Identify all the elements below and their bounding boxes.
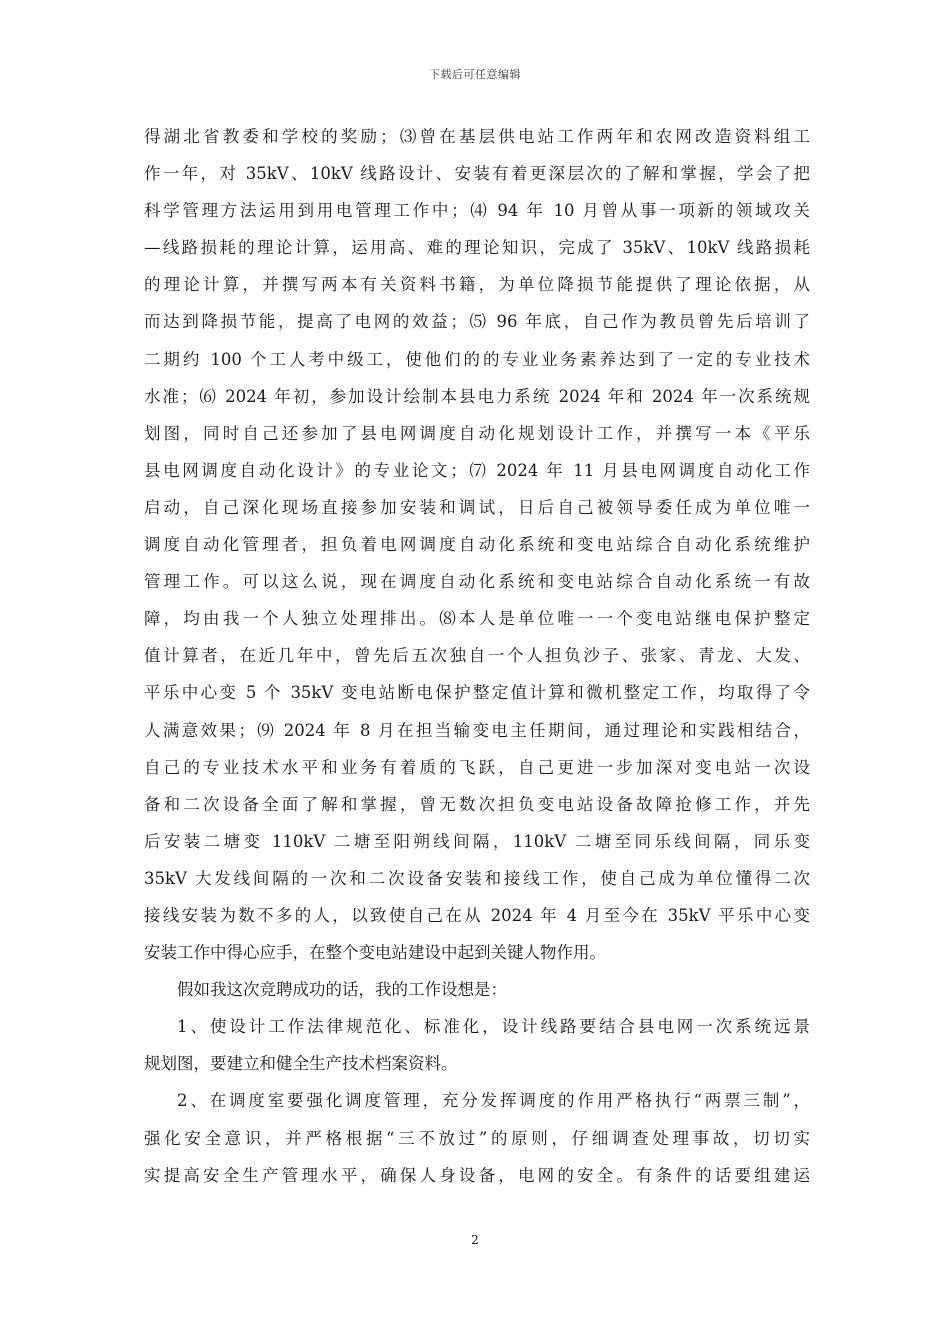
text-line: 作一年，对 35kV、10kV 线路设计、安装有着更深层次的了解和掌握，学会了把 [144, 164, 810, 184]
text-line: 调度自动化管理者，担负着电网调度自动化系统和变电站综合自动化系统维护 [144, 535, 810, 555]
text-line: 35kV 大发线间隔的一次和二次设备安装和接线工作，使自己成为单位懂得二次 [144, 868, 810, 888]
text-line: 1、使设计工作法律规范化、标准化，设计线路要结合县电网一次系统远景 [177, 1017, 810, 1037]
text-line: 平乐中心变 5 个 35kV 变电站断电保护整定值计算和微机整定工作，均取得了令 [144, 683, 810, 703]
text-line: 自己的专业技术水平和业务有着质的飞跃，自己更进一步加深对变电站一次设 [144, 757, 810, 777]
text-line: 后安装二塘变 110kV 二塘至阳朔线间隔，110kV 二塘至同乐线间隔，同乐变 [144, 831, 810, 851]
paragraph [144, 118, 810, 971]
text-line: 二期约 100 个工人考中级工，使他们的的专业业务素养达到了一定的专业技术 [144, 349, 810, 369]
text-line: 假如我这次竞聘成功的话，我的工作设想是： [177, 980, 507, 1000]
text-line: 水准；⑹ 2024 年初，参加设计绘制本县电力系统 2024 年和 2024 年一次系统规 [144, 386, 810, 406]
page-header: 下载后可任意编辑 [429, 68, 521, 81]
text-line: 障，均由我一个人独立处理排出。⑻本人是单位唯一一个变电站继电保护整定 [144, 609, 810, 629]
text-line: 得湖北省教委和学校的奖励；⑶曾在基层供电站工作两年和农网改造资料组工 [144, 127, 810, 146]
paragraph [144, 1082, 810, 1193]
page-number: 2 [471, 1233, 479, 1247]
text-line: 科学管理方法运用到用电管理工作中；⑷ 94 年 10 月曾从事一项新的领域攻关 [144, 201, 810, 221]
text-line: 备和二次设备全面了解和掌握，曾无数次担负变电站设备故障抢修工作，并先 [144, 794, 810, 814]
text-line: 划图，同时自己还参加了县电网调度自动化规划设计工作，并撰写一本《平乐 [144, 423, 810, 443]
text-line: 安装工作中得心应手，在整个变电站建设中起到关键人物作用。 [144, 943, 606, 963]
text-line: 管理工作。可以这么说，现在调度自动化系统和变电站综合自动化系统一有故 [144, 572, 810, 592]
text-line: 启动，自己深化现场直接参加安装和调试，日后自己被领导委任成为单位唯一 [144, 497, 810, 517]
text-line: 接线安装为数不多的人，以致使自己在从 2024 年 4 月至今在 35kV 平乐中心变 [144, 905, 810, 925]
paragraph [144, 971, 810, 1008]
text-line: 实提高安全生产管理水平，确保人身设备，电网的安全。有条件的话要组建运 [144, 1165, 810, 1185]
text-line: 县电网调度自动化设计》的专业论文；⑺ 2024 年 11 月县电网调度自动化工作 [144, 460, 810, 480]
paragraph [144, 1008, 810, 1082]
text-line: 强化安全意识，并严格根据“三不放过”的原则，仔细调查处理事故，切切实 [144, 1128, 810, 1148]
text-line: 值计算者，在近几年中，曾先后五次独自一个人担负沙子、张家、青龙、大发、 [144, 646, 810, 666]
text-line: —线路损耗的理论计算，运用高、难的理论知识，完成了 35kV、10kV 线路损耗 [144, 238, 810, 258]
text-line: 人满意效果；⑼ 2024 年 8 月在担当输变电主任期间，通过理论和实践相结合， [144, 720, 810, 740]
text-line: 的理论计算，并撰写两本有关资料书籍，为单位降损节能提供了理论依据，从 [144, 275, 810, 295]
text-line: 规划图，要建立和健全生产技术档案资料。 [144, 1054, 458, 1074]
text-line: 2、在调度室要强化调度管理，充分发挥调度的作用严格执行“两票三制”， [177, 1091, 810, 1111]
text-line: 而达到降损节能，提高了电网的效益；⑸ 96 年底，自己作为教员曾先后培训了 [144, 312, 810, 332]
document-body [144, 118, 810, 1194]
